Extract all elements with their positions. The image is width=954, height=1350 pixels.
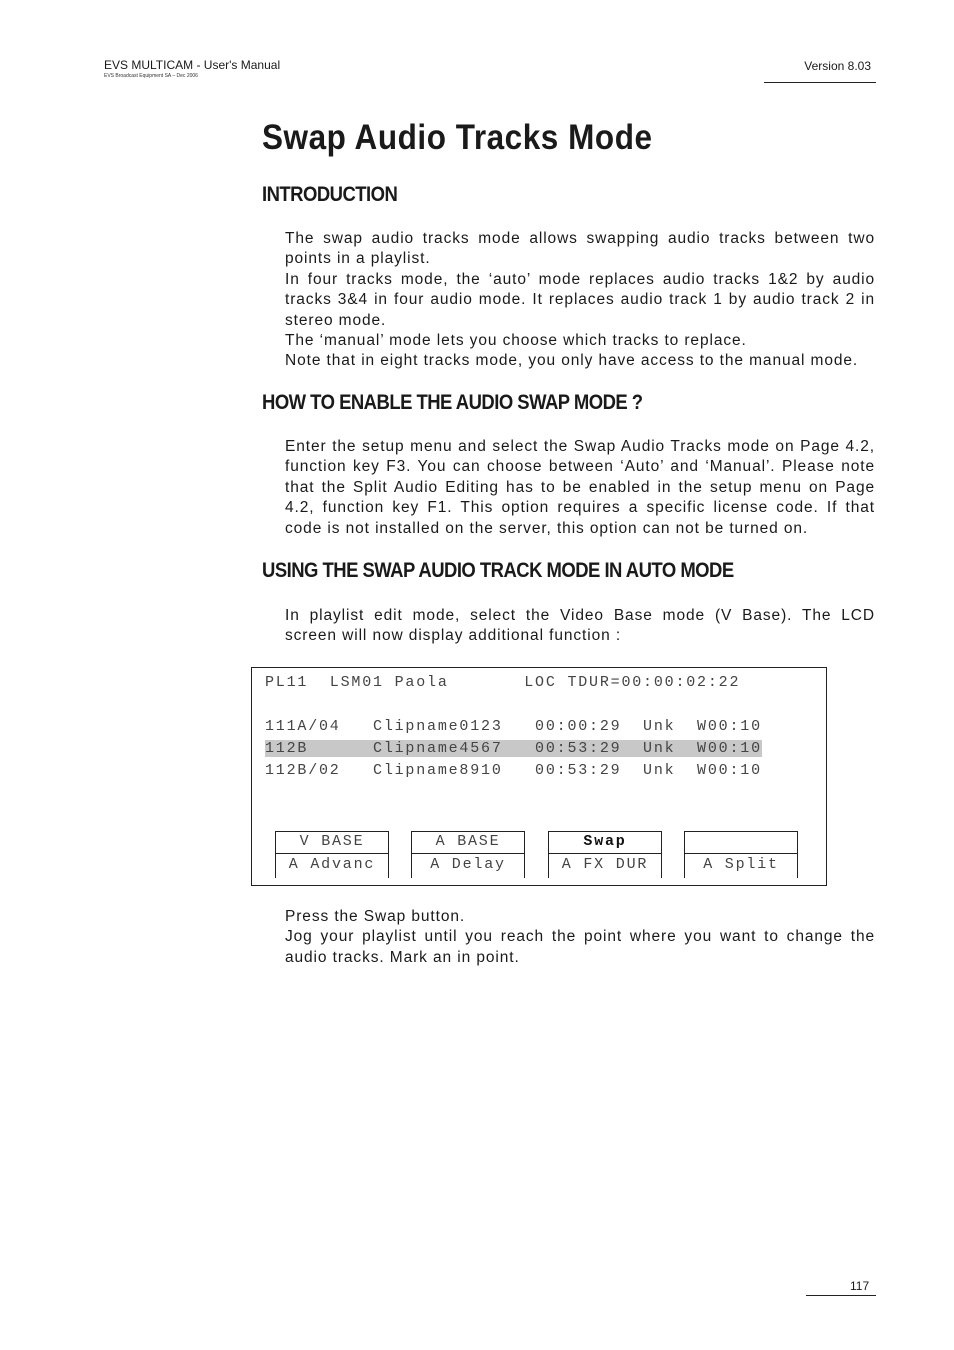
page-title: Swap Audio Tracks Mode [262, 118, 653, 157]
lcd-row-selected: 112B Clipname4567 00:53:29 Unk W00:10 [265, 740, 762, 757]
fkey-bottom-label: A FX DUR [548, 854, 662, 878]
fkey-bottom-label: A Advanc [275, 854, 389, 878]
lcd-row: 112B/02 Clipname8910 00:53:29 Unk W00:10 [265, 762, 762, 779]
function-key-f1[interactable] [275, 831, 389, 879]
page-number: 117 [850, 1279, 870, 1293]
lcd-screen [251, 667, 827, 886]
function-key-f3-swap[interactable] [548, 831, 662, 879]
intro-line: Note that in eight tracks mode, you only have access to the manual mode. [285, 352, 859, 370]
version-label: Version 8.03 [804, 59, 871, 73]
enable-paragraph: Enter the setup menu and select the Swap Audio Tracks mode on Page 4.2, function key F3. You can choose between ‘Auto’ and ‘Manual’. Please note that the Split Audio Editing has to be enabled in the setup menu on Page 4.2, function key F1. This option requires a specific license code. If that code is not installed on the server, this option can not be turned on. [285, 438, 875, 537]
fkey-top-label: A BASE [411, 831, 525, 854]
manual-title: EVS MULTICAM - User's Manual [104, 58, 281, 72]
fkey-top-label: V BASE [275, 831, 389, 854]
function-key-f2[interactable] [411, 831, 525, 879]
section-heading-using: USING THE SWAP AUDIO TRACK MODE IN AUTO MODE [262, 559, 734, 582]
after-line: Press the Swap button. [285, 908, 466, 925]
fkey-top-label: Swap [548, 831, 662, 854]
using-paragraph: In playlist edit mode, select the Video Base mode (V Base). The LCD screen will now display additional function : [285, 607, 875, 645]
intro-paragraph [285, 229, 875, 372]
fkey-top-label [684, 831, 798, 854]
after-line: Jog your playlist until you reach the point where you want to change the audio tracks. Mark an in point. [285, 928, 875, 966]
lcd-row: 111A/04 Clipname0123 00:00:29 Unk W00:10 [265, 718, 762, 735]
intro-line: The ‘manual’ mode lets you choose which tracks to replace. [285, 332, 747, 350]
fkey-bottom-label: A Split [684, 854, 798, 878]
intro-line: In four tracks mode, the ‘auto’ mode replaces audio tracks 1&2 by audio tracks 3&4 in four audio mode. It replaces audio track 1 by audio track 2 in stereo mode. [285, 270, 875, 329]
header-divider [764, 82, 876, 83]
after-paragraph [285, 907, 875, 968]
section-heading-introduction: INTRODUCTION [262, 183, 398, 206]
footer-divider [806, 1295, 876, 1296]
intro-line: The swap audio tracks mode allows swapping audio tracks between two points in a playlist. [285, 230, 875, 268]
function-key-f4[interactable] [684, 831, 798, 879]
section-heading-enable: HOW TO ENABLE THE AUDIO SWAP MODE ? [262, 391, 643, 414]
lcd-header-line: PL11 LSM01 Paola LOC TDUR=00:00:02:22 [265, 674, 741, 691]
fkey-bottom-label: A Delay [411, 854, 525, 878]
header-left [104, 58, 280, 80]
publisher-line: EVS Broadcast Equipment SA – Dec 2006 [104, 73, 198, 79]
